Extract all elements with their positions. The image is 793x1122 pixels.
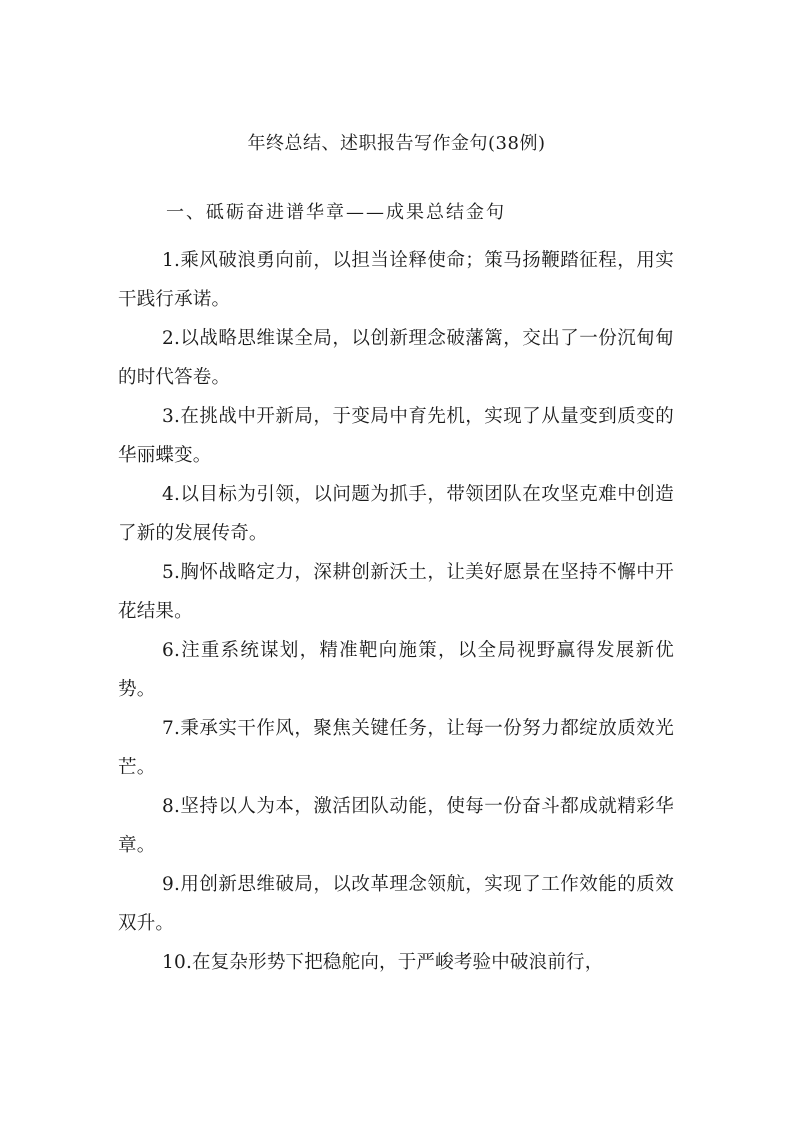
document-body	[118, 241, 674, 982]
list-item: 7.秉承实干作风，聚焦关键任务，让每一份努力都绽放质效光芒。	[118, 718, 674, 778]
list-item: 10.在复杂形势下把稳舵向，于严峻考验中破浪前行，	[162, 952, 604, 973]
section-heading: 一、砥砺奋进谱华章——成果总结金句	[166, 202, 506, 223]
list-item: 9.用创新思维破局，以改革理念领航，实现了工作效能的质效双升。	[118, 874, 674, 934]
list-item: 2.以战略思维谋全局，以创新理念破藩篱，交出了一份沉甸甸的时代答卷。	[118, 328, 674, 388]
document-title: 年终总结、述职报告写作金句(38例)	[247, 133, 546, 154]
list-item: 1.乘风破浪勇向前，以担当诠释使命；策马扬鞭踏征程，用实干践行承诺。	[118, 250, 674, 310]
list-item: 5.胸怀战略定力，深耕创新沃土，让美好愿景在坚持不懈中开花结果。	[118, 562, 674, 622]
list-item: 6.注重系统谋划，精准靶向施策，以全局视野赢得发展新优势。	[118, 640, 674, 700]
list-item: 4.以目标为引领，以问题为抓手，带领团队在攻坚克难中创造了新的发展传奇。	[118, 484, 674, 544]
list-item: 8.坚持以人为本，激活团队动能，使每一份奋斗都成就精彩华章。	[118, 796, 674, 856]
list-item: 3.在挑战中开新局，于变局中育先机，实现了从量变到质变的华丽蝶变。	[118, 406, 674, 466]
